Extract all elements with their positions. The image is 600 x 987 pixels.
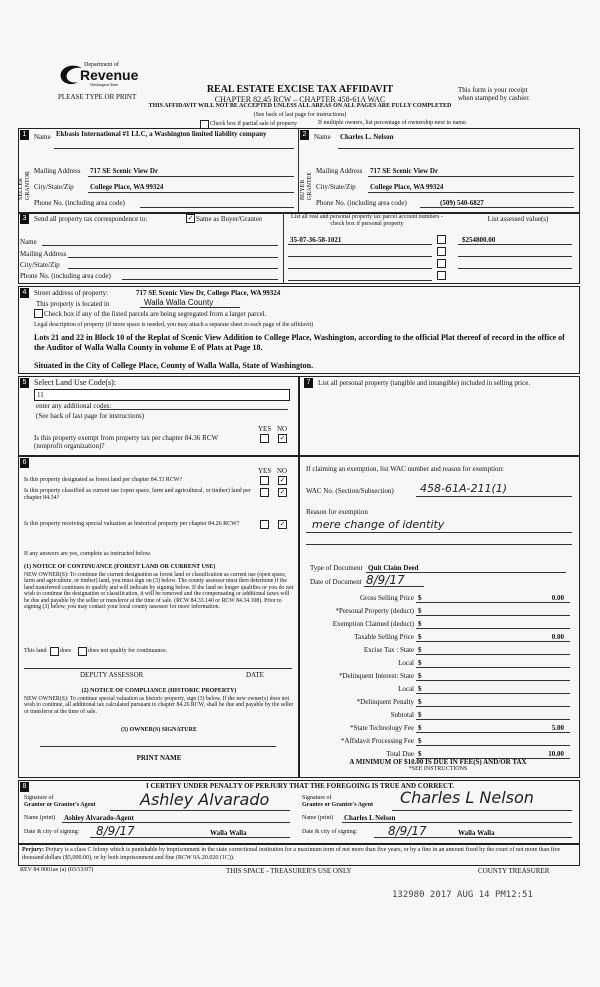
- land-does-checkbox[interactable]: [50, 647, 59, 656]
- personal-property-checkbox-4[interactable]: [437, 271, 446, 280]
- personal-property-label: List all personal property (tangible and intangible) included in selling price.: [318, 379, 531, 387]
- receipt-stamp: 132980 2017 AUG 14 PM12:51: [392, 890, 533, 900]
- grantor-agent-label: Grantor or Grantor's Agent: [24, 802, 96, 808]
- buyer-name-line: [338, 148, 574, 149]
- receipt-note-2: when stamped by cashier.: [458, 94, 530, 102]
- section-2-number: 2: [300, 130, 309, 140]
- land-does-label: does: [60, 648, 71, 654]
- corr-mailing-line: [68, 257, 278, 258]
- tax-row-currency: $: [418, 672, 422, 680]
- form-chapter: CHAPTER 82.45 RCW – CHAPTER 458-61A WAC: [214, 95, 386, 104]
- section-3-number: 3: [20, 214, 29, 224]
- assessor-sig-line: [24, 668, 292, 669]
- legal-situated[interactable]: Situated in the City of College Place, County of Walla Walla, State of Washington.: [34, 361, 314, 370]
- current-use-question: Is this property classified as current use (open space, farm and agricultural, or timber) land per chapter 84.34?: [24, 488, 251, 501]
- buyer-name[interactable]: Charles L. Nelson: [340, 133, 394, 141]
- current-use-no-checkbox[interactable]: [278, 488, 287, 497]
- current-use-no-check: ✓: [279, 488, 286, 496]
- grantor-print-name[interactable]: Ashley Alvarado-Agent: [64, 814, 134, 822]
- notice-compliance-body: NEW OWNER(S): To continue special valuation as historic property, sign (3) below. If the new owner(s) does not wish to continue, all additional tax calculated pursuant to chapter 84.26 RCW, shall be due and payable by the seller or transferor at the time of sale.: [24, 696, 294, 715]
- current-use-yes-checkbox[interactable]: [260, 488, 269, 497]
- buyer-mailing-label: Mailing Address: [316, 167, 363, 175]
- seller-mailing[interactable]: 717 SE Scenic View Dr: [90, 167, 159, 175]
- corr-phone-label: Phone No. (including area code): [20, 272, 111, 280]
- reason-label: Reason for exemption: [306, 508, 368, 516]
- tax-row-label: Exemption Claimed (deduct): [332, 620, 414, 628]
- legal-label: Legal description of property (if more space is needed, you may attach a separate sheet to each page of the affidavit): [34, 322, 314, 328]
- receipt-note-1: This form is your receipt: [458, 86, 528, 94]
- wac-line: [416, 496, 572, 497]
- seller-city-label: City/State/Zip: [34, 183, 74, 191]
- buyer-city-line: [368, 192, 574, 193]
- wac-label: WAC No. (Section/Subsection): [306, 487, 394, 495]
- tax-row-label: Taxable Selling Price: [354, 633, 414, 641]
- parties-divider: [298, 128, 299, 213]
- tax-row-label: *Personal Property (deduct): [335, 607, 414, 615]
- land-use-code: 11: [37, 391, 44, 399]
- grantee-signature[interactable]: Charles L Nelson: [400, 788, 534, 807]
- grantee-sign-date[interactable]: 8/9/17: [388, 824, 427, 838]
- personal-property-checkbox-3[interactable]: [437, 259, 446, 268]
- buyer-city-label: City/State/Zip: [316, 183, 356, 191]
- additional-codes-line: [100, 409, 288, 410]
- tax-row: [300, 695, 576, 708]
- exempt-question: Is this property exempt from property tax per chapter 84.36 RCW (nonprofit organization)?: [34, 434, 218, 450]
- tax-row-line: [416, 641, 570, 642]
- tax-row-value[interactable]: 0.00: [551, 594, 564, 602]
- same-as-buyer-checkbox[interactable]: [186, 214, 195, 223]
- grantor-sign-date[interactable]: 8/9/17: [96, 824, 135, 838]
- tax-row-label: Excise Tax : State: [363, 646, 414, 654]
- exemption-label: If claiming an exemption, list WAC number and reason for exemption:: [306, 465, 504, 473]
- see-back-note: (See back of last page for instructions): [253, 112, 347, 118]
- tax-row-currency: $: [418, 607, 422, 615]
- corr-name-label: Name: [20, 238, 37, 246]
- tax-row-currency: $: [418, 685, 422, 693]
- tax-row-line: [416, 719, 570, 720]
- assessed-header: List assessed value(s): [487, 215, 549, 223]
- grantor-name-print-label: Name (print): [24, 815, 56, 821]
- reason-line-2: [306, 544, 572, 545]
- additional-codes-label: enter any additional codes:: [36, 402, 112, 410]
- seller-phone-line: [140, 207, 294, 208]
- land-does-not-label: does not qualify for continuance.: [88, 648, 168, 654]
- tax-row: [300, 669, 576, 682]
- tax-row-line: [416, 693, 570, 694]
- tax-row: [300, 630, 576, 643]
- seller-side-label: SELLER GRANTOR: [18, 171, 31, 200]
- tax-row: [300, 591, 576, 604]
- doc-type[interactable]: Quit Claim Deed: [368, 564, 419, 572]
- forest-no-checkbox[interactable]: [278, 476, 287, 485]
- parcel-line-3: [288, 268, 432, 269]
- section-1-number: 1: [20, 130, 29, 140]
- land-use-input[interactable]: [34, 389, 290, 401]
- owner-sig-line: [40, 746, 276, 747]
- personal-property-checkbox-1[interactable]: [437, 235, 446, 244]
- parcel-list-header: List all real and personal property tax parcel account numbers - check box if personal property: [291, 214, 443, 227]
- grantee-name-print-label: Name (print): [302, 815, 334, 821]
- tax-row-label: *Affidavit Processing Fee: [341, 737, 414, 745]
- seller-name[interactable]: Ekbasis International #1 LLC, a Washington limited liability company: [56, 130, 267, 138]
- segregated-checkbox[interactable]: [34, 309, 43, 318]
- exempt-no-checkbox[interactable]: [278, 434, 287, 443]
- tax-row-line: [416, 680, 570, 681]
- tax-row: [300, 643, 576, 656]
- deputy-assessor-label: DEPUTY ASSESSOR: [80, 671, 144, 679]
- tax-row: [300, 682, 576, 695]
- perjury-label: Perjury:: [22, 847, 44, 853]
- buyer-mailing[interactable]: 717 SE Scenic View Dr: [370, 167, 439, 175]
- tax-row-line: [416, 615, 570, 616]
- tax-row-label: Total Due: [386, 750, 414, 758]
- grantor-sig-of: Signature of: [24, 795, 54, 801]
- exempt-no-check: ✓: [279, 434, 286, 442]
- this-land-label: This land: [24, 648, 47, 654]
- assessor-date-label: DATE: [246, 671, 264, 679]
- buyer-side-label: BUYER GRANTEE: [300, 172, 313, 200]
- parcel-line-4: [288, 280, 432, 281]
- tax-row-currency: $: [418, 646, 422, 654]
- doc-type-label: Type of Document: [310, 564, 363, 572]
- segregated-label: Check box if any of the listed parcels are being segregated from a larger parcel.: [44, 310, 267, 318]
- multiple-owners-note: If multiple owners, list percentage of ownership next to name.: [318, 120, 468, 126]
- land-use-see-back: (See back of last page for instructions): [36, 412, 145, 420]
- tax-row-label: Gross Selling Price: [359, 594, 414, 602]
- tax-row-currency: $: [418, 711, 422, 719]
- reason-line-1: [306, 532, 572, 533]
- section-4-number: 4: [20, 288, 29, 298]
- land-use-label: Select Land Use Code(s):: [34, 378, 116, 387]
- dor-line1: Department of: [84, 62, 119, 68]
- buyer-phone[interactable]: (509) 540-6827: [440, 199, 484, 207]
- tax-row-label: *State Technology Fee: [350, 724, 414, 732]
- grantor-date-city-label: Date & city of signing:: [24, 829, 80, 835]
- grantee-date-line: [374, 837, 572, 838]
- tax-row-currency: $: [418, 620, 422, 628]
- partial-sale-label: Check box if partial sale of property: [210, 121, 297, 127]
- assessed-line-2: [458, 256, 572, 257]
- tax-row: [300, 721, 576, 734]
- tax-row-currency: $: [418, 750, 422, 758]
- seller-mailing-label: Mailing Address: [34, 167, 81, 175]
- grantee-date-city-label: Date & city of signing:: [302, 829, 358, 835]
- perjury-statement: [22, 846, 574, 862]
- doc-date-label: Date of Document: [310, 578, 362, 586]
- grantee-sig-of: Signature of: [302, 795, 332, 801]
- form-id: REV 84 0001ae (a) (03/13/07): [20, 867, 94, 873]
- s6-no-header: NO: [277, 467, 288, 475]
- forest-question: Is this property designated as forest land per chapter 84.33 RCW?: [24, 477, 183, 483]
- tax-row: [300, 734, 576, 747]
- tax-row: [300, 708, 576, 721]
- legal-description[interactable]: Lots 21 and 22 in Block 10 of the Replat of Scenic View Addition to College Place, Washington, according to the official Plat thereof of record in the office of the Auditor of Walla Walla County in volume E of Plats at Page 18.: [34, 333, 565, 352]
- s6-yes-header: YES: [258, 467, 272, 475]
- doc-date[interactable]: 8/9/17: [366, 573, 405, 587]
- form-title: REAL ESTATE EXCISE TAX AFFIDAVIT: [206, 84, 394, 95]
- wac-value[interactable]: 458-61A-211(1): [420, 482, 508, 495]
- notice-continuance-title: (1) NOTICE OF CONTINUANCE (FOREST LAND OR CURRENT USE): [24, 564, 216, 570]
- personal-property-checkbox-2[interactable]: [437, 247, 446, 256]
- tax-row: [300, 617, 576, 630]
- located-label: This property is located in: [36, 300, 110, 308]
- seller-mailing-line: [88, 176, 294, 177]
- grantor-date-line: [90, 837, 290, 838]
- tax-row-value[interactable]: 5.00: [551, 724, 564, 732]
- buyer-mailing-line: [368, 176, 574, 177]
- seller-city[interactable]: College Place, WA 99324: [90, 183, 164, 191]
- forest-yes-checkbox[interactable]: [260, 476, 269, 485]
- seller-city-line: [88, 192, 294, 193]
- please-type: PLEASE TYPE OR PRINT: [58, 93, 137, 101]
- minimum-due-note: A MINIMUM OF $10.00 IS DUE IN FEE(S) AND/OR TAX: [349, 758, 527, 766]
- corr-mailing-label: Mailing Address: [20, 250, 67, 258]
- tax-row-line: [416, 602, 570, 603]
- notice-continuance-body: NEW OWNER(S): To continue the current designation as forest land or classification as current use (open space, farm and agriculture, or timber) land, you must sign on (3) below. The county assessor must then determine if the land transferred continues to qualify and will indicate by signing below. If the land no longer qualifies or you do not wish to continue the designation or classification, it will be removed and the compensating or additional taxes will be due and payable by the seller or transferor at the time of sale. (RCW 84.33.140 or RCW 84.34.108). Prior to signing (3) below, you may contact your local county assessor for more information.: [24, 572, 294, 611]
- section-7-number: 7: [304, 378, 313, 388]
- section-6-number: 6: [20, 458, 29, 468]
- seller-phone-label: Phone No. (including area code): [34, 199, 125, 207]
- tax-row-label: Subtotal: [390, 711, 414, 719]
- exempt-yes-checkbox[interactable]: [260, 434, 269, 443]
- send-to-label: Send all property tax correspondence to:: [34, 215, 148, 223]
- see-instructions-note: *SEE INSTRUCTIONS: [408, 766, 468, 772]
- property-county[interactable]: Walla Walla County: [144, 298, 214, 307]
- dor-line2: Revenue: [80, 67, 139, 83]
- grantor-sign-city[interactable]: Walla Walla: [210, 829, 247, 837]
- same-as-buyer-label: Same as Buyer/Grantee: [196, 215, 263, 223]
- buyer-city[interactable]: College Place, WA 99324: [370, 183, 444, 191]
- tax-row-currency: $: [418, 724, 422, 732]
- doc-date-line: [364, 586, 424, 587]
- county-treasurer-label: COUNTY TREASURER: [478, 867, 550, 875]
- exempt-yes-header: YES: [258, 425, 272, 433]
- historic-question: Is this property receiving special valuation as historical property per chapter 84.26 RCW?: [24, 521, 240, 527]
- corr-city-label: City/State/Zip: [20, 261, 60, 269]
- tax-row: [300, 604, 576, 617]
- tax-row-line: [416, 654, 570, 655]
- tax-row-currency: $: [418, 698, 422, 706]
- tax-row-value[interactable]: 10.00: [548, 750, 564, 758]
- historic-no-checkbox[interactable]: [278, 520, 287, 529]
- property-street[interactable]: 717 SE Scenic View Dr, College Place, WA 99324: [136, 289, 281, 297]
- print-name-label: PRINT NAME: [136, 754, 182, 762]
- buyer-name-label: Name: [314, 133, 331, 141]
- parcel-number[interactable]: 35-07-36-58-1021: [290, 236, 342, 244]
- certification-statement: I CERTIFY UNDER PENALTY OF PERJURY THAT THE FOREGOING IS TRUE AND CORRECT.: [145, 782, 454, 790]
- land-does-not-checkbox[interactable]: [78, 647, 87, 656]
- county-line: [140, 307, 240, 308]
- parcel-line-1: [288, 244, 432, 245]
- corr-phone-line: [122, 279, 278, 280]
- buyer-phone-label: Phone No. (including area code): [316, 199, 407, 207]
- grantor-signature[interactable]: Ashley Alvarado: [140, 790, 270, 809]
- tax-row-line: [416, 745, 570, 746]
- assessed-line-1: [458, 244, 572, 245]
- grantee-print-name[interactable]: Charles L Nelson: [344, 814, 396, 822]
- tax-row-currency: $: [418, 659, 422, 667]
- section-3-divider: [283, 212, 284, 283]
- buyer-phone-line: [420, 207, 574, 208]
- tax-row: [300, 656, 576, 669]
- owner-signature-label: (3) OWNER(S) SIGNATURE: [121, 727, 197, 733]
- dor-logo: [58, 60, 139, 90]
- reason-value[interactable]: mere change of identity: [312, 518, 445, 531]
- notice-compliance-title: (2) NOTICE OF COMPLIANCE (HISTORIC PROPERTY): [81, 688, 237, 694]
- exempt-no-header: NO: [277, 425, 288, 433]
- tax-row-label: *Delinquent Interest: State: [338, 672, 414, 680]
- grantee-name-line: [342, 822, 572, 823]
- treasurer-space-label: THIS SPACE - TREASURER'S USE ONLY: [226, 867, 352, 875]
- tax-row-currency: $: [418, 594, 422, 602]
- seller-name-label: Name: [34, 133, 51, 141]
- if-yes-note: If any answers are yes, complete as instructed below.: [24, 551, 152, 557]
- grantee-sig-line: [392, 810, 572, 811]
- street-label: Street address of property:: [34, 289, 109, 297]
- grantor-name-line: [62, 822, 290, 823]
- form-warning: THIS AFFIDAVIT WILL NOT BE ACCEPTED UNLESS ALL AREAS ON ALL PAGES ARE FULLY COMPLETED: [148, 103, 452, 109]
- tax-row-label: Local: [398, 659, 414, 667]
- parcel-line-2: [288, 256, 432, 257]
- tax-row-label: Local: [398, 685, 414, 693]
- tax-row-currency: $: [418, 633, 422, 641]
- tax-row-currency: $: [418, 737, 422, 745]
- dor-line3: Washington State: [90, 82, 119, 87]
- assessed-line-3: [458, 268, 572, 269]
- section-8-number: 8: [20, 782, 29, 792]
- grantee-agent-label: Grantee or Grantee's Agent: [302, 802, 374, 808]
- tax-row-value[interactable]: 0.00: [551, 633, 564, 641]
- tax-row-line: [416, 628, 570, 629]
- historic-yes-checkbox[interactable]: [260, 520, 269, 529]
- grantor-sig-line: [110, 810, 290, 811]
- historic-no-check: ✓: [279, 520, 286, 528]
- tax-row-line: [416, 706, 570, 707]
- tax-row-line: [416, 667, 570, 668]
- assessed-value[interactable]: $254800.00: [462, 236, 496, 244]
- section-7-box: [298, 376, 580, 456]
- same-as-buyer-check: ✓: [187, 214, 194, 222]
- forest-no-check: ✓: [279, 476, 286, 484]
- section-5-number: 5: [20, 378, 29, 388]
- tax-row-label: *Delinquent Penalty: [356, 698, 414, 706]
- corr-name-line: [42, 245, 278, 246]
- perjury-text: Perjury is a class C felony which is punishable by imprisonment in the state correctional institution for a maximum term of not more than five years, or by a fine in an amount fixed by the court of not more than five thousand dollars ($5,000.00), or by both imprisonment and fine (RCW 9A.20.020 (1C)).: [22, 847, 561, 861]
- grantee-sign-city[interactable]: Walla Walla: [458, 829, 495, 837]
- tax-row-line: [416, 732, 570, 733]
- corr-city-line: [68, 268, 278, 269]
- seller-name-line: [54, 148, 294, 149]
